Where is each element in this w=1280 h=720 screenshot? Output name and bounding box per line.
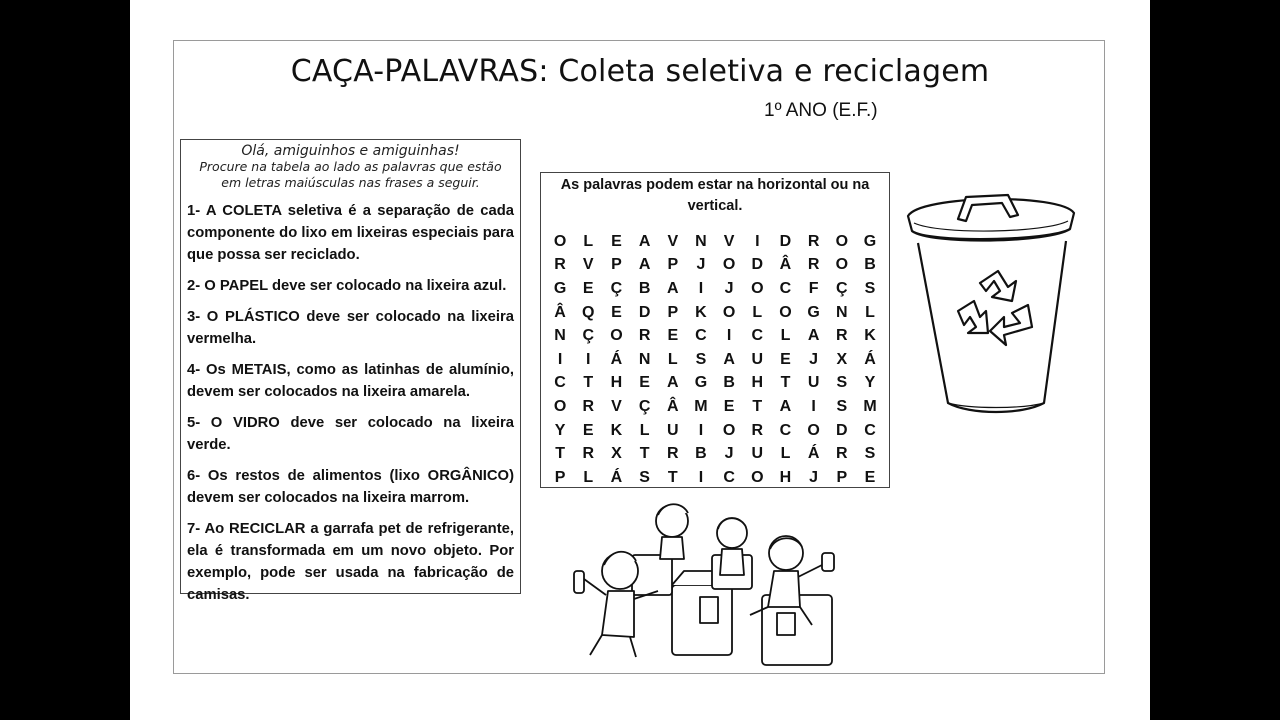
grid-cell: S bbox=[639, 468, 650, 486]
intro-line-1: Procure na tabela ao lado as palavras que estão bbox=[199, 159, 502, 174]
grid-cell: G bbox=[694, 374, 708, 392]
grid-cell: Ç bbox=[638, 397, 651, 415]
grid-cell: M bbox=[863, 397, 877, 415]
grid-cell: R bbox=[807, 232, 820, 250]
grid-row bbox=[546, 301, 884, 325]
grid-cell: V bbox=[611, 397, 622, 415]
grid-cell: L bbox=[780, 327, 791, 345]
grid-cell: I bbox=[557, 350, 563, 368]
grid-cell: O bbox=[722, 303, 736, 321]
grid-cell: K bbox=[610, 421, 623, 439]
grid-cell: P bbox=[667, 256, 679, 274]
grid-cell: D bbox=[779, 232, 792, 250]
grid-cell: V bbox=[723, 232, 735, 250]
grid-cell: A bbox=[638, 232, 651, 250]
instruction-sentence: 1- A COLETA seletiva é a separação de cada componente do lixo em lixeiras especiais para que possa ser reciclado. bbox=[187, 203, 514, 263]
grid-row bbox=[546, 324, 884, 348]
grid-cell: S bbox=[836, 374, 848, 392]
grid-cell: Á bbox=[807, 445, 820, 463]
grid-cell: D bbox=[638, 303, 651, 321]
grid-cell: R bbox=[751, 421, 764, 439]
grid-cell: C bbox=[864, 421, 876, 439]
grid-cell: U bbox=[751, 350, 764, 368]
grid-cell: U bbox=[751, 445, 764, 463]
grid-cell: J bbox=[696, 256, 706, 274]
grid-cell: P bbox=[554, 468, 566, 486]
grid-cell: V bbox=[582, 256, 594, 274]
grid-cell: E bbox=[611, 303, 622, 321]
grid-cell: X bbox=[836, 350, 848, 368]
grid-row bbox=[546, 230, 884, 254]
grid-cell: B bbox=[864, 256, 876, 274]
worksheet bbox=[130, 0, 1150, 720]
grid-cell: Á bbox=[864, 350, 876, 368]
children-recycling-illustration bbox=[572, 495, 862, 675]
grid-cell: U bbox=[666, 421, 679, 439]
grid-cell: G bbox=[553, 279, 567, 297]
grid-cell: Â bbox=[554, 303, 566, 321]
grid-cell: Á bbox=[610, 350, 623, 368]
grid-cell: C bbox=[779, 279, 792, 297]
grid-cell: T bbox=[639, 445, 650, 463]
grid-cell: J bbox=[809, 468, 819, 486]
grid-cell: D bbox=[751, 256, 764, 274]
grid-cell: Q bbox=[582, 303, 595, 321]
instructions-box bbox=[180, 139, 521, 603]
grid-cell: S bbox=[695, 350, 707, 368]
grid-cell: J bbox=[724, 445, 734, 463]
grid-cell: O bbox=[722, 256, 736, 274]
grid-row bbox=[546, 372, 884, 396]
grid-cell: C bbox=[695, 327, 707, 345]
grid-cell: C bbox=[751, 327, 764, 345]
grid-cell: O bbox=[751, 468, 764, 486]
grid-cell: E bbox=[864, 468, 876, 486]
grid-cell: T bbox=[583, 374, 594, 392]
grid-cell: H bbox=[751, 374, 764, 392]
grid-row bbox=[546, 348, 884, 372]
instruction-sentence: 7- Ao RECICLAR a garrafa pet de refrigerante, ela é transformada em um novo objeto. Por exemplo, pode ser usada na fabricação de camisas. bbox=[187, 521, 514, 603]
grid-cell: O bbox=[835, 256, 849, 274]
grid-cell: Y bbox=[864, 374, 876, 392]
grid-cell: L bbox=[639, 421, 650, 439]
grid-cell: E bbox=[582, 421, 594, 439]
grid-cell: J bbox=[809, 350, 819, 368]
grid-cell: R bbox=[836, 327, 848, 345]
grid-cell: I bbox=[698, 279, 704, 297]
grid-cell: R bbox=[582, 445, 595, 463]
grid-cell: C bbox=[723, 468, 735, 486]
grid-cell: T bbox=[667, 468, 678, 486]
grid-cell: R bbox=[807, 256, 820, 274]
sentence-list bbox=[187, 200, 514, 606]
grid-cell: B bbox=[695, 445, 707, 463]
grid-row bbox=[546, 442, 884, 466]
grid-cell: B bbox=[638, 279, 651, 297]
grid-cell: Â bbox=[779, 256, 792, 274]
grid-cell: X bbox=[611, 445, 622, 463]
grid-cell: O bbox=[722, 421, 736, 439]
grid-cell: G bbox=[863, 232, 877, 250]
grid-cell: I bbox=[698, 421, 704, 439]
grade-label: 1º ANO (E.F.) bbox=[764, 100, 878, 121]
grid-cell: C bbox=[779, 421, 792, 439]
grid-cell: F bbox=[808, 279, 819, 297]
grid-cell: I bbox=[811, 397, 816, 415]
grid-cell: L bbox=[583, 232, 594, 250]
grid-cell: S bbox=[864, 445, 876, 463]
grid-cell: P bbox=[667, 303, 679, 321]
grid-cell: A bbox=[638, 256, 651, 274]
grid-cell: O bbox=[553, 397, 567, 415]
grid-cell: E bbox=[723, 397, 735, 415]
grid-cell: O bbox=[610, 327, 623, 345]
grid-row bbox=[546, 277, 884, 301]
grid-cell: O bbox=[751, 279, 764, 297]
grid-cell: O bbox=[835, 232, 849, 250]
grid-cell: I bbox=[698, 468, 704, 486]
grid-cell: A bbox=[666, 279, 679, 297]
grid-cell: E bbox=[667, 327, 679, 345]
grid-cell: L bbox=[752, 303, 763, 321]
grid-cell: H bbox=[779, 468, 792, 486]
grid-cell: R bbox=[666, 445, 679, 463]
grid-cell: L bbox=[667, 350, 678, 368]
grid-cell: L bbox=[865, 303, 875, 321]
word-search-box bbox=[540, 172, 890, 488]
grid-cell: R bbox=[582, 397, 595, 415]
grid-cell: Y bbox=[554, 421, 566, 439]
grid-cell: R bbox=[554, 256, 566, 274]
grid-cell: B bbox=[723, 374, 735, 392]
grid-row bbox=[546, 419, 884, 443]
intro bbox=[187, 143, 514, 191]
grid-cell: J bbox=[724, 279, 734, 297]
grid-cell: A bbox=[779, 397, 792, 415]
grid-cell: O bbox=[807, 421, 820, 439]
grid-cell: E bbox=[639, 374, 650, 392]
grid-cell: I bbox=[586, 350, 591, 368]
grid-note: As palavras podem estar na horizontal ou na vertical. bbox=[560, 177, 870, 214]
grid-cell: H bbox=[610, 374, 623, 392]
grid-cell: N bbox=[836, 303, 848, 321]
grid-cell: R bbox=[836, 445, 848, 463]
grid-cell: E bbox=[611, 232, 622, 250]
grid-cell: N bbox=[554, 327, 566, 345]
grid-row bbox=[546, 466, 884, 490]
grid-cell: A bbox=[723, 350, 735, 368]
grid-cell: O bbox=[779, 303, 792, 321]
grid-cell: Ç bbox=[610, 279, 623, 297]
grid-cell: Ç bbox=[836, 279, 848, 297]
grid-cell: Ç bbox=[582, 327, 595, 345]
recycling-bin-icon bbox=[900, 183, 1080, 418]
instruction-sentence: 2- O PAPEL deve ser colocado na lixeira azul. bbox=[187, 278, 507, 294]
grid-cell: T bbox=[752, 397, 763, 415]
grid-cell: T bbox=[555, 445, 565, 463]
grid-cell: M bbox=[694, 397, 708, 415]
grid-cell: E bbox=[582, 279, 594, 297]
instruction-sentence: 5- O VIDRO deve ser colocado na lixeira verde. bbox=[187, 415, 514, 453]
grid-cell: D bbox=[836, 421, 848, 439]
grid-cell: O bbox=[553, 232, 567, 250]
grid-cell: S bbox=[864, 279, 876, 297]
word-search-grid bbox=[546, 230, 884, 490]
grid-cell: L bbox=[583, 468, 594, 486]
intro-line-2: em letras maiúsculas nas frases a seguir. bbox=[221, 175, 480, 190]
grid-row bbox=[546, 254, 884, 278]
page-title: CAÇA-PALAVRAS: Coleta seletiva e reciclagem bbox=[290, 54, 990, 89]
grid-cell: Á bbox=[610, 468, 623, 486]
grid-row bbox=[546, 395, 884, 419]
grid-cell: R bbox=[638, 327, 651, 345]
grid-cell: A bbox=[807, 327, 820, 345]
grid-cell: I bbox=[726, 327, 732, 345]
grid-cell: S bbox=[836, 397, 848, 415]
grid-cell: C bbox=[554, 374, 566, 392]
grid-cell: K bbox=[695, 303, 707, 321]
grid-cell: U bbox=[807, 374, 820, 392]
grid-cell: K bbox=[864, 327, 876, 345]
grid-cell: V bbox=[667, 232, 679, 250]
grid-cell: T bbox=[780, 374, 791, 392]
grid-cell: P bbox=[836, 468, 848, 486]
instruction-sentence: 4- Os METAIS, como as latinhas de alumínio, devem ser colocados na lixeira amarela. bbox=[187, 362, 514, 400]
instruction-sentence: 6- Os restos de alimentos (lixo ORGÂNICO) devem ser colocados na lixeira marrom. bbox=[187, 468, 514, 506]
grid-cell: N bbox=[638, 350, 651, 368]
grid-cell: N bbox=[695, 232, 707, 250]
greeting: Olá, amiguinhos e amiguinhas! bbox=[241, 143, 460, 159]
grid-cell: I bbox=[755, 232, 760, 250]
grid-cell: Â bbox=[666, 397, 679, 415]
instruction-sentence: 3- O PLÁSTICO deve ser colocado na lixeira vermelha. bbox=[187, 309, 514, 347]
grid-cell: E bbox=[780, 350, 791, 368]
grid-cell: P bbox=[611, 256, 622, 274]
grid-cell: G bbox=[807, 303, 820, 321]
grid-cell: A bbox=[666, 374, 679, 392]
grid-cell: L bbox=[780, 445, 791, 463]
